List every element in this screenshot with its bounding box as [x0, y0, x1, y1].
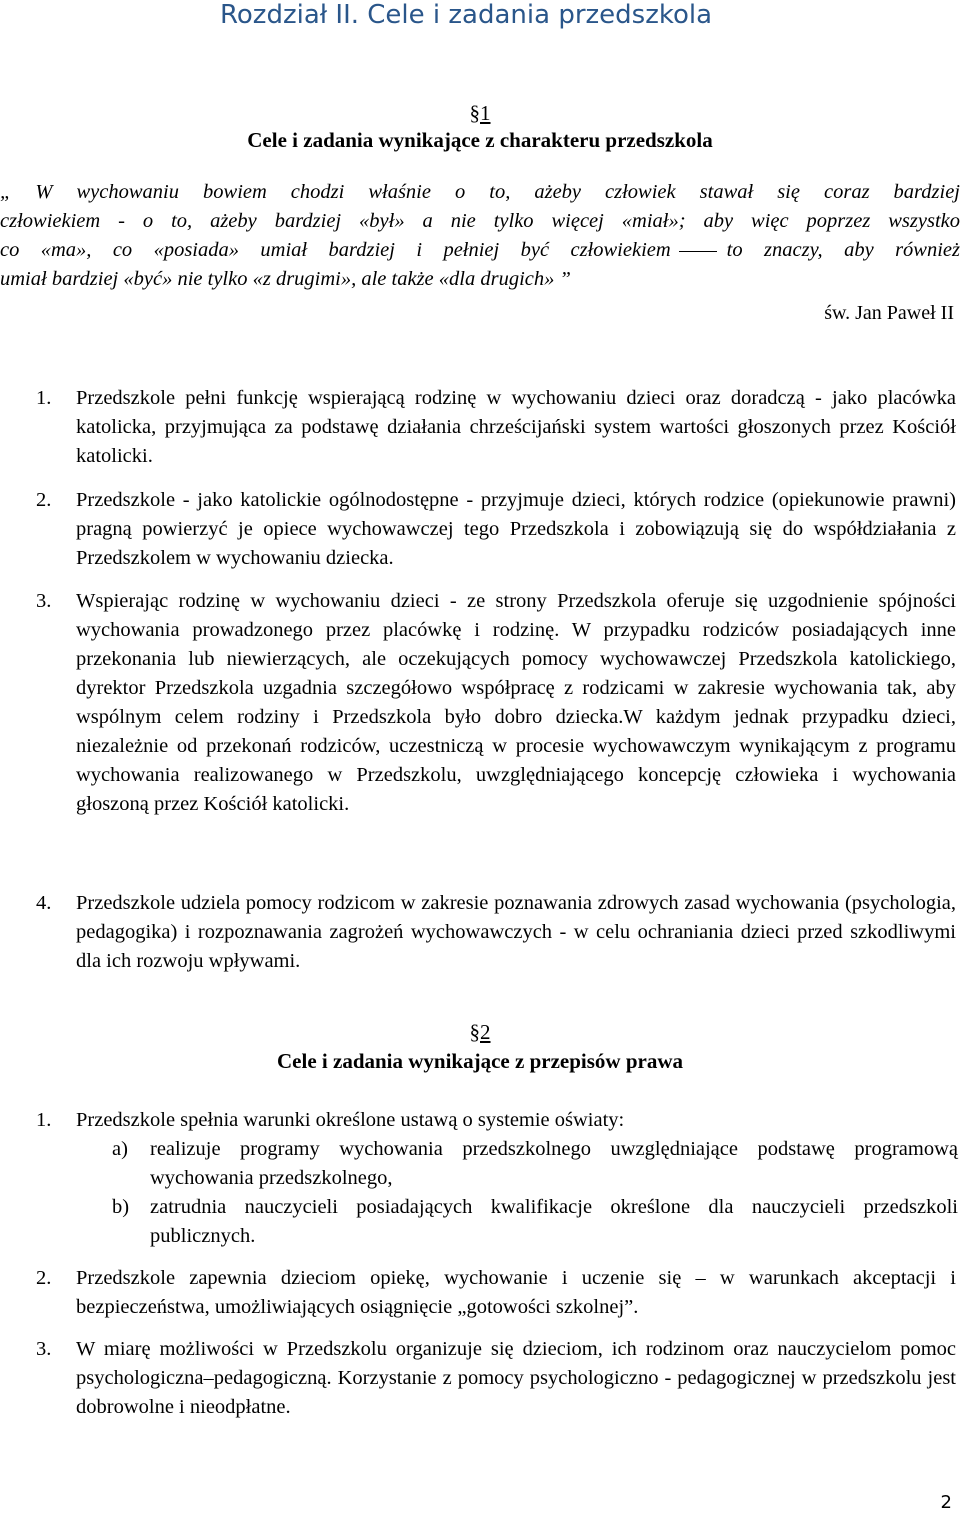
sub-list-item-text: zatrudnia nauczycieli posiadających kwalifikacje określone dla nauczycieli przedszkoli publicznych. [150, 1196, 958, 1247]
section-1-number: §1 [469, 101, 491, 125]
quote-line: umiał bardziej «być» nie tylko «z drugimi», ale także «dla drugich» ” [0, 268, 571, 290]
list-item [36, 1106, 956, 1135]
list-item [36, 384, 956, 471]
list-item [36, 889, 956, 976]
list-item [36, 1335, 956, 1422]
page-number: 2 [940, 1492, 952, 1513]
quote-line-part: co «ma», co «posiada» umiał bardziej i pełniej być człowiekiem [0, 239, 671, 261]
quote-line-part: to znaczy, aby również [726, 239, 960, 261]
list-item-text: W miarę możliwości w Przedszkolu organizuje się dzieciom, ich rodzinom oraz nauczycielom pomoc psychologiczna–pedagogiczną. Korzystanie z pomocy psychologiczno - pedagogicznej w przedszkolu jest dobrowolne i nieodpłatne. [76, 1338, 956, 1418]
chapter-title: Rozdział II. Cele i zadania przedszkola [220, 0, 713, 30]
list-item-number: 1. [36, 387, 52, 409]
list-item-number: 2. [36, 1267, 52, 1289]
list-item-text: Przedszkole udziela pomocy rodzicom w zakresie poznawania zdrowych zasad wychowania (psychologia, pedagogika) i rozpoznawania zagrożeń wychowawczych - w celu ochraniania dzieci przed szkodliwymi dla ich rozwoju wpływami. [76, 892, 956, 972]
list-item-number: 3. [36, 590, 52, 612]
list-item [36, 587, 956, 819]
quote-block [0, 178, 960, 294]
sub-list-item-text: realizuje programy wychowania przedszkolnego uwzględniające podstawę programową wychowania przedszkolnego, [150, 1138, 958, 1189]
sub-list-item-letter: a) [112, 1138, 128, 1160]
sub-list-item [112, 1193, 958, 1251]
list-item-text: Przedszkole spełnia warunki określone ustawą o systemie oświaty: [76, 1109, 625, 1131]
section-2-number-value: 2 [480, 1020, 491, 1044]
quote-dash [679, 251, 717, 252]
list-item-text: Przedszkole zapewnia dzieciom opiekę, wychowanie i uczenie się – w warunkach akceptacji i bezpieczeństwa, umożliwiających osiągnięcie „gotowości szkolnej”. [76, 1267, 956, 1318]
list-item [36, 486, 956, 573]
list-item-text: Wspierając rodzinę w wychowaniu dzieci - ze strony Przedszkola oferuje się uzgodnienie spójności wychowania prowadzonego przez placówkę i rodzinę. W przypadku rodziców posiadających inne przekonania lub niewierzących, ale oczekujących pomocy wychowawczej Przedszkola katolickiego, dyrektor Przedszkola uzgadnia szczegółowo współpracę z rodzicami w zakresie wychowania tak, aby wspólnym celem rodziny i Przedszkola było dobro dziecka.W każdym jednak przypadku dzieci, niezależnie od przekonań rodziców, uczestniczą w procesie wychowawczym wynikającym z programu wychowania realizowanego w Przedszkolu, uwzględniającego koncepcję człowieka i wychowania głoszoną przez Kościół katolicki. [76, 590, 956, 815]
list-item [36, 1264, 956, 1322]
section-1-number-value: 1 [480, 101, 491, 125]
list-item-text: Przedszkole - jako katolickie ogólnodostępne - przyjmuje dzieci, których rodzice (opiekunowie prawni) pragną powierzyć je opiece wychowawczej tego Przedszkola i zobowiązują się do współdziałania z Przedszkolem w wychowaniu dziecka. [76, 489, 956, 569]
quote-line: człowiekiem - o to, ażeby bardziej «był» a nie tylko więcej «miał»; aby więc poprzez wszystko [0, 210, 960, 232]
quote-attribution: św. Jan Paweł II [824, 302, 954, 324]
quote-line: „ W wychowaniu bowiem chodzi właśnie o to, ażeby człowiek stawał się coraz bardziej [0, 181, 960, 203]
section-2-heading: Cele i zadania wynikające z przepisów prawa [277, 1049, 683, 1073]
list-item-number: 2. [36, 489, 52, 511]
sub-list-item [112, 1135, 958, 1193]
list-item-number: 1. [36, 1109, 52, 1131]
list-item-number: 4. [36, 892, 52, 914]
section-2-number: §2 [469, 1020, 491, 1044]
quote-line [0, 236, 960, 265]
sub-list-item-letter: b) [112, 1196, 130, 1218]
list-item-text: Przedszkole pełni funkcję wspierającą rodzinę w wychowaniu dzieci oraz doradczą - jako placówka katolicka, przyjmująca za podstawę działania chrześcijański system wartości głoszonych przez Kościół katolicki. [76, 387, 956, 467]
list-item-number: 3. [36, 1338, 52, 1360]
section-1-heading: Cele i zadania wynikające z charakteru przedszkola [247, 128, 713, 152]
